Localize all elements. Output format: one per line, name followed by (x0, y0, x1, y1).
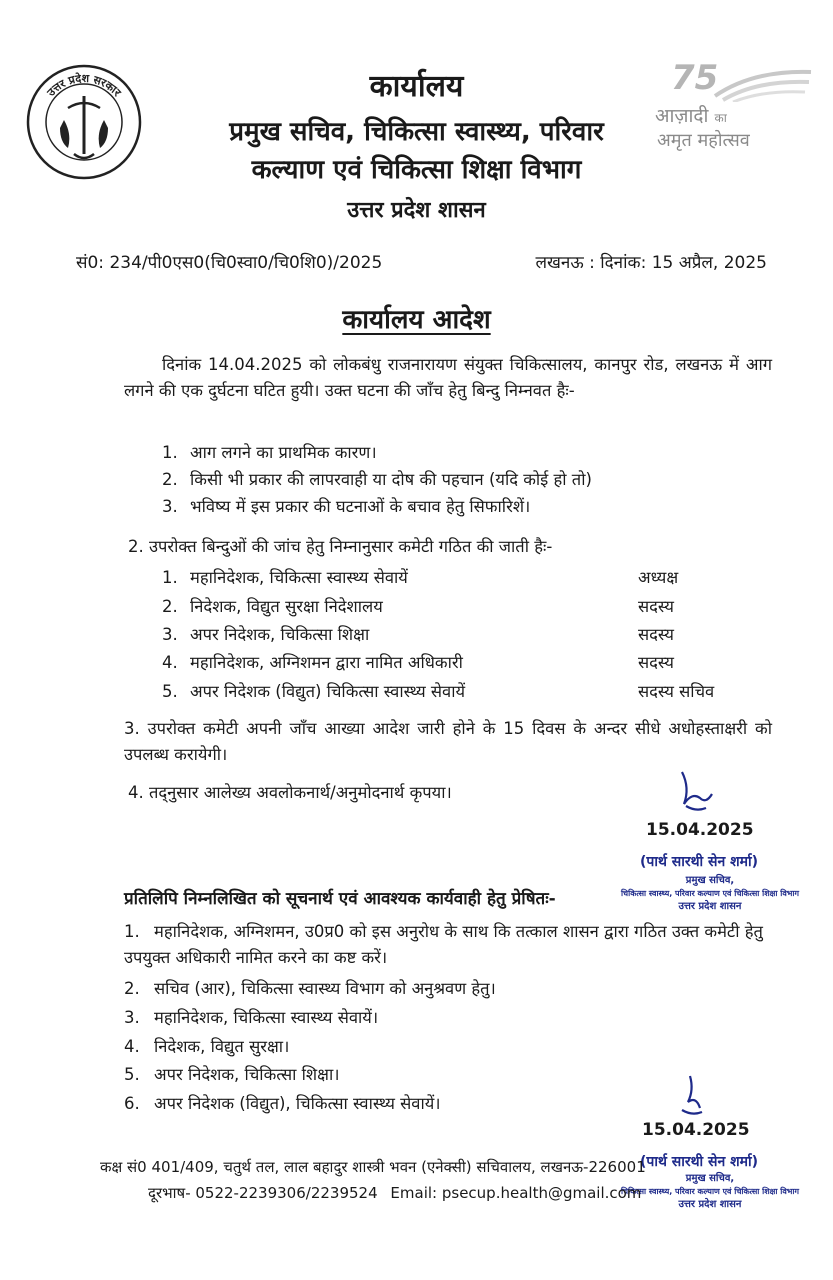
list-item: 3. भविष्य में इस प्रकार की घटनाओं के बचाव हेतु सिफारिशें। (162, 497, 531, 516)
footer-contact (148, 1183, 641, 1203)
copy-item: 1. महानिदेशक, अग्निशमन, उ0प्र0 को इस अनुरोध के साथ कि तत्काल शासन द्वारा गठित उक्त कमेटी हेतु उपयुक्त अधिकारी नामित करने का कष्ट करें। (124, 922, 763, 967)
committee-member: 2. निदेशक, विद्युत सुरक्षा निदेशालय (162, 597, 383, 616)
order-title-text: कार्यालय आदेश (342, 305, 491, 335)
committee-member: 5. अपर निदेशक (विद्युत) चिकित्सा स्वास्थ्य सेवायें (162, 682, 466, 701)
intro-paragraph: दिनांक 14.04.2025 को लोकबंधु राजनारायण संयुक्त चिकित्सालय, कानपुर रोड, लखनऊ में आग लगने की एक दुर्घटना घटित हुयी। उक्त घटना की जाँच हेतु बिन्दु निम्नवत हैः- (124, 355, 772, 400)
signatory-designation: प्रमुख सचिव, चिकित्सा स्वास्थ्य, परिवार कल्याण एवं चिकित्सा शिक्षा विभाग उत्तर प्रदेश शासन (620, 1173, 799, 1210)
signature-date: 15.04.2025 (642, 1120, 750, 1140)
reference-number: सं0: 234/पी0एस0(चि0स्वा0/चि0शि0)/2025 (76, 253, 383, 273)
azadi-word1: आज़ादी (655, 105, 709, 127)
committee-role: अध्यक्ष (638, 568, 679, 587)
committee-role: सदस्य सचिव (638, 682, 715, 701)
signatory-name: (पार्थ सारथी सेन शर्मा) (640, 854, 759, 870)
footer-email: Email: psecup.health@gmail.com (390, 1184, 642, 1202)
copy-item: 4. निदेशक, विद्युत सुरक्षा। (124, 1037, 290, 1056)
committee-role: सदस्य (638, 653, 674, 672)
copy-item: 6. अपर निदेशक (विद्युत), चिकित्सा स्वास्थ्य सेवायें। (124, 1094, 441, 1113)
copy-item: 5. अपर निदेशक, चिकित्सा शिक्षा। (124, 1065, 340, 1084)
list-item: 2. किसी भी प्रकार की लापरवाही या दोष की पहचान (यदि कोई हो तो) (162, 470, 592, 489)
order-title (0, 300, 833, 336)
issue-date: लखनऊ : दिनांक: 15 अप्रैल, 2025 (535, 253, 767, 273)
office-heading: कार्यालय (369, 69, 464, 104)
committee-role: सदस्य (638, 597, 674, 616)
committee-intro: 2. उपरोक्त बिन्दुओं की जांच हेतु निम्नानुसार कमेटी गठित की जाती हैः- (128, 537, 553, 556)
azadi-75: 75 (671, 58, 719, 98)
copy-item: 2. सचिव (आर), चिकित्सा स्वास्थ्य विभाग को अनुश्रवण हेतु। (124, 979, 496, 998)
department-line-1: प्रमुख सचिव, चिकित्सा स्वास्थ्य, परिवार (229, 117, 604, 147)
copy-item: 3. महानिदेशक, चिकित्सा स्वास्थ्य सेवायें। (124, 1008, 379, 1027)
paragraph-3: 3. उपरोक्त कमेटी अपनी जाँच आख्या आदेश जारी होने के 15 दिवस के अन्दर सीधे अधोहस्ताक्षरी को उपलब्ध करायेगी। (124, 719, 772, 764)
department-line-2: कल्याण एवं चिकित्सा शिक्षा विभाग (251, 155, 582, 185)
azadi-ka: का (714, 111, 727, 125)
committee-member: 4. महानिदेशक, अग्निशमन द्वारा नामित अधिकारी (162, 653, 463, 672)
signatory-name: (पार्थ सारथी सेन शर्मा) (640, 1154, 759, 1170)
paragraph-4: 4. तद्नुसार आलेख्य अवलोकनार्थ/अनुमोदनार्थ कृपया। (128, 783, 452, 802)
committee-member: 1. महानिदेशक, चिकित्सा स्वास्थ्य सेवायें (162, 568, 408, 587)
signature-date: 15.04.2025 (646, 820, 754, 840)
copy-to-heading: प्रतिलिपि निम्नलिखित को सूचनार्थ एवं आवश्यक कार्यवाही हेतु प्रेषितः- (124, 889, 556, 909)
seal-text: उत्तर प्रदेश सरकार (44, 71, 124, 100)
signature-mark (672, 1072, 712, 1118)
azadi-word2: अमृत महोत्सव (657, 130, 750, 151)
signatory-designation: प्रमुख सचिव, चिकित्सा स्वास्थ्य, परिवार कल्याण एवं चिकित्सा शिक्षा विभाग उत्तर प्रदेश शासन (620, 875, 799, 912)
footer-address: कक्ष सं0 401/409, चतुर्थ तल, लाल बहादुर शास्त्री भवन (एनेक्सी) सचिवालय, लखनऊ-226001 (100, 1158, 646, 1176)
footer-phone: दूरभाष- 0522-2239306/2239524 (148, 1184, 378, 1202)
committee-role: सदस्य (638, 625, 674, 644)
government-line: उत्तर प्रदेश शासन (347, 198, 486, 223)
committee-member: 3. अपर निदेशक, चिकित्सा शिक्षा (162, 625, 370, 644)
signature-mark (672, 768, 720, 814)
list-item: 1. आग लगने का प्राथमिक कारण। (162, 443, 377, 462)
